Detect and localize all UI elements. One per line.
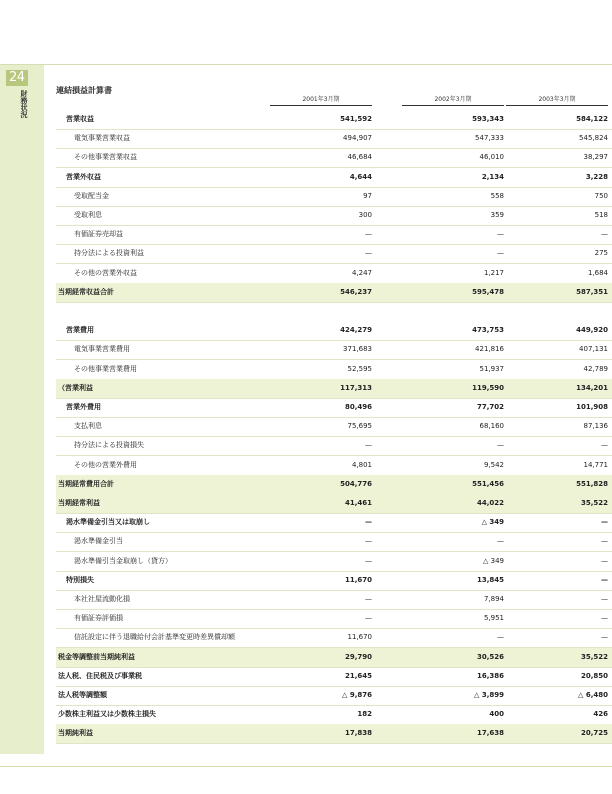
row-label: 渇水準備金引当又は取崩し [66, 518, 150, 527]
row-label: 税金等調整前当期純利益 [58, 652, 135, 661]
row-value-1: 494,907 [343, 134, 372, 143]
row-label: 営業外収益 [66, 172, 101, 181]
statement-row [56, 398, 612, 418]
row-value-3: 134,201 [576, 383, 608, 392]
statement-row [56, 379, 612, 399]
row-value-2: 400 [489, 710, 504, 719]
statement-row [56, 686, 612, 706]
row-value-3: — [601, 537, 608, 546]
row-value-1: 4,247 [351, 268, 372, 277]
row-value-1: — [365, 230, 372, 239]
row-value-2: — [497, 249, 504, 258]
row-value-2: 1,217 [483, 268, 504, 277]
row-spacer [56, 302, 612, 321]
statement-row [56, 494, 612, 514]
statement-row [56, 148, 612, 168]
statement-row [56, 436, 612, 456]
row-value-1: 4,801 [351, 460, 372, 469]
row-value-3: 20,850 [580, 671, 608, 680]
row-value-2: 30,526 [476, 652, 504, 661]
row-value-1: — [365, 518, 372, 527]
section-label: 財務状況 [20, 90, 28, 118]
row-label: 渇水準備引当金取崩し（貸方） [74, 556, 172, 565]
statement-title: 連結損益計算書 [56, 86, 112, 95]
row-value-3: △ 6,480 [578, 691, 608, 699]
row-label: 当期経常収益合計 [58, 287, 114, 296]
row-label: 支払利息 [74, 422, 102, 431]
row-value-3: 38,297 [583, 153, 608, 162]
statement-row [56, 244, 612, 264]
row-value-3: 14,771 [583, 460, 608, 469]
row-label: 受取配当金 [74, 191, 109, 200]
row-value-1: 11,670 [344, 575, 372, 584]
row-value-1: 41,461 [344, 499, 372, 507]
statement-row [56, 513, 612, 533]
row-label: 本社社屋流動化損 [74, 595, 130, 603]
row-value-1: 52,595 [347, 364, 372, 373]
row-value-2: 473,753 [472, 326, 504, 335]
statement-row [56, 321, 612, 341]
row-label: その他の営業外費用 [74, 460, 137, 469]
row-value-2: 558 [490, 191, 504, 200]
row-value-2: 5,951 [483, 614, 504, 623]
row-value-1: 29,790 [344, 652, 372, 661]
row-value-1: 424,279 [340, 326, 372, 335]
page-number: 24 [6, 70, 28, 86]
row-value-3: 426 [593, 710, 608, 719]
statement-row [56, 283, 612, 303]
row-label: 受取利息 [74, 211, 102, 219]
row-value-1: — [365, 595, 372, 603]
statement-row [56, 129, 612, 149]
row-value-1: 117,313 [340, 383, 372, 392]
row-value-2: 9,542 [483, 460, 504, 469]
statement-row [56, 667, 612, 687]
row-value-3: — [601, 633, 608, 642]
row-label: 信託設定に伴う退職給付会計基準変更時差異償却額 [74, 633, 235, 642]
row-value-1: 371,683 [343, 345, 372, 354]
statement-row [56, 187, 612, 207]
statement-row [56, 552, 612, 572]
row-value-3: 750 [594, 191, 608, 200]
row-label: 有価証券評価損 [74, 614, 123, 623]
row-value-2: 13,845 [476, 575, 504, 584]
row-value-2: 551,456 [472, 479, 504, 488]
statement-row [56, 206, 612, 226]
row-label: その他の営業外収益 [74, 268, 137, 277]
statement-row [56, 360, 612, 380]
row-value-2: 77,702 [476, 403, 504, 411]
row-value-3: 518 [594, 211, 608, 219]
row-value-2: 547,333 [475, 134, 504, 143]
row-value-2: 17,638 [476, 729, 504, 738]
row-label: 持分法による投資損失 [74, 441, 144, 450]
row-value-1: 300 [358, 211, 372, 219]
row-value-3: 551,828 [576, 479, 608, 488]
row-value-1: — [365, 537, 372, 546]
statement-row [56, 168, 612, 188]
row-value-3: 3,228 [585, 172, 608, 181]
column-header-row [56, 95, 612, 109]
statement-row [56, 264, 612, 284]
row-value-3: 35,522 [580, 499, 608, 507]
row-value-1: 504,776 [340, 479, 372, 488]
row-label: 法人税等調整額 [58, 691, 107, 699]
statement-row [56, 456, 612, 476]
row-label: 営業収益 [66, 115, 94, 123]
row-value-3: 35,522 [580, 652, 608, 661]
row-value-3: — [601, 595, 608, 603]
row-value-3: 87,136 [583, 422, 608, 431]
statement-row [56, 609, 612, 629]
bottom-rule [0, 766, 612, 767]
row-value-2: 51,937 [479, 364, 504, 373]
top-rule [0, 64, 612, 65]
row-label: 当期経常費用合計 [58, 479, 114, 488]
row-value-3: — [601, 230, 608, 239]
statement-row [56, 571, 612, 591]
row-label: 電気事業営業費用 [74, 345, 130, 354]
statement-row [56, 417, 612, 437]
row-label: 特別損失 [66, 575, 94, 584]
row-value-3: — [601, 575, 608, 584]
row-value-2: 44,022 [476, 499, 504, 507]
row-value-3: 449,920 [576, 326, 608, 335]
row-label: 営業費用 [66, 326, 94, 335]
statement-row [56, 340, 612, 360]
row-value-1: — [365, 614, 372, 623]
statement-row [56, 225, 612, 245]
column-header-2001: 2001年3月期 [270, 95, 372, 106]
row-value-3: — [601, 441, 608, 450]
row-label: 少数株主利益又は少数株主損失 [58, 710, 156, 719]
column-header-2002: 2002年3月期 [402, 95, 504, 106]
row-value-1: — [365, 556, 372, 565]
row-value-2: 16,386 [476, 671, 504, 680]
row-value-2: — [497, 633, 504, 642]
row-value-2: 593,343 [472, 115, 504, 123]
row-label: 有価証券売却益 [74, 230, 123, 239]
statement-row [56, 590, 612, 610]
row-value-3: — [601, 518, 608, 527]
row-value-1: △ 9,876 [342, 691, 372, 699]
row-label: 当期経常利益 [58, 499, 100, 507]
row-label: 営業外費用 [66, 403, 101, 411]
row-label: （営業利益 [58, 383, 93, 392]
row-value-2: — [497, 537, 504, 546]
statement-row [56, 628, 612, 648]
statement-row [56, 705, 612, 725]
row-value-3: 20,725 [580, 729, 608, 738]
row-value-2: △ 3,899 [474, 691, 504, 699]
row-value-2: 2,134 [481, 172, 504, 181]
row-label: その他事業営業収益 [74, 153, 137, 162]
side-band [0, 65, 44, 754]
row-value-2: — [497, 230, 504, 239]
row-value-2: 68,160 [479, 422, 504, 431]
row-value-1: — [365, 249, 372, 258]
row-value-1: 21,645 [344, 671, 372, 680]
row-value-2: 46,010 [479, 153, 504, 162]
row-value-2: 7,894 [483, 595, 504, 603]
statement-row [56, 724, 612, 744]
row-value-1: 75,695 [347, 422, 372, 431]
statement-row [56, 532, 612, 552]
row-value-3: 275 [594, 249, 608, 258]
statement-row [56, 475, 612, 495]
statement-row [56, 648, 612, 668]
row-value-2: 595,478 [472, 287, 504, 296]
row-value-2: △ 349 [483, 556, 504, 565]
row-value-2: 421,816 [475, 345, 504, 354]
row-value-3: 407,131 [579, 345, 608, 354]
row-value-3: 1,684 [587, 268, 608, 277]
row-value-3: — [601, 556, 608, 565]
row-value-1: 182 [357, 710, 372, 719]
statement-row [56, 110, 612, 130]
row-value-1: 11,670 [347, 633, 372, 642]
row-label: 当期純利益 [58, 729, 93, 738]
row-value-2: — [497, 441, 504, 450]
row-value-3: 584,122 [576, 115, 608, 123]
row-value-1: — [365, 441, 372, 450]
row-value-2: 119,590 [472, 383, 504, 392]
row-label: 渇水準備金引当 [74, 537, 123, 546]
row-value-1: 546,237 [340, 287, 372, 296]
row-value-3: 545,824 [579, 134, 608, 143]
row-value-1: 97 [363, 191, 372, 200]
row-value-1: 46,684 [347, 153, 372, 162]
column-header-2003: 2003年3月期 [506, 95, 608, 106]
row-value-1: 541,592 [340, 115, 372, 123]
row-label: 持分法による投資利益 [74, 249, 144, 258]
row-label: 電気事業営業収益 [74, 134, 130, 143]
row-value-2: 359 [490, 211, 504, 219]
row-value-1: 80,496 [344, 403, 372, 411]
row-value-3: 42,789 [583, 364, 608, 373]
row-label: その他事業営業費用 [74, 364, 137, 373]
row-value-3: 101,908 [576, 403, 608, 411]
row-label: 法人税、住民税及び事業税 [58, 671, 142, 680]
row-value-3: 587,351 [576, 287, 608, 296]
row-value-1: 4,644 [349, 172, 372, 181]
row-value-2: △ 349 [481, 518, 504, 527]
row-value-1: 17,838 [344, 729, 372, 738]
row-value-3: — [601, 614, 608, 623]
